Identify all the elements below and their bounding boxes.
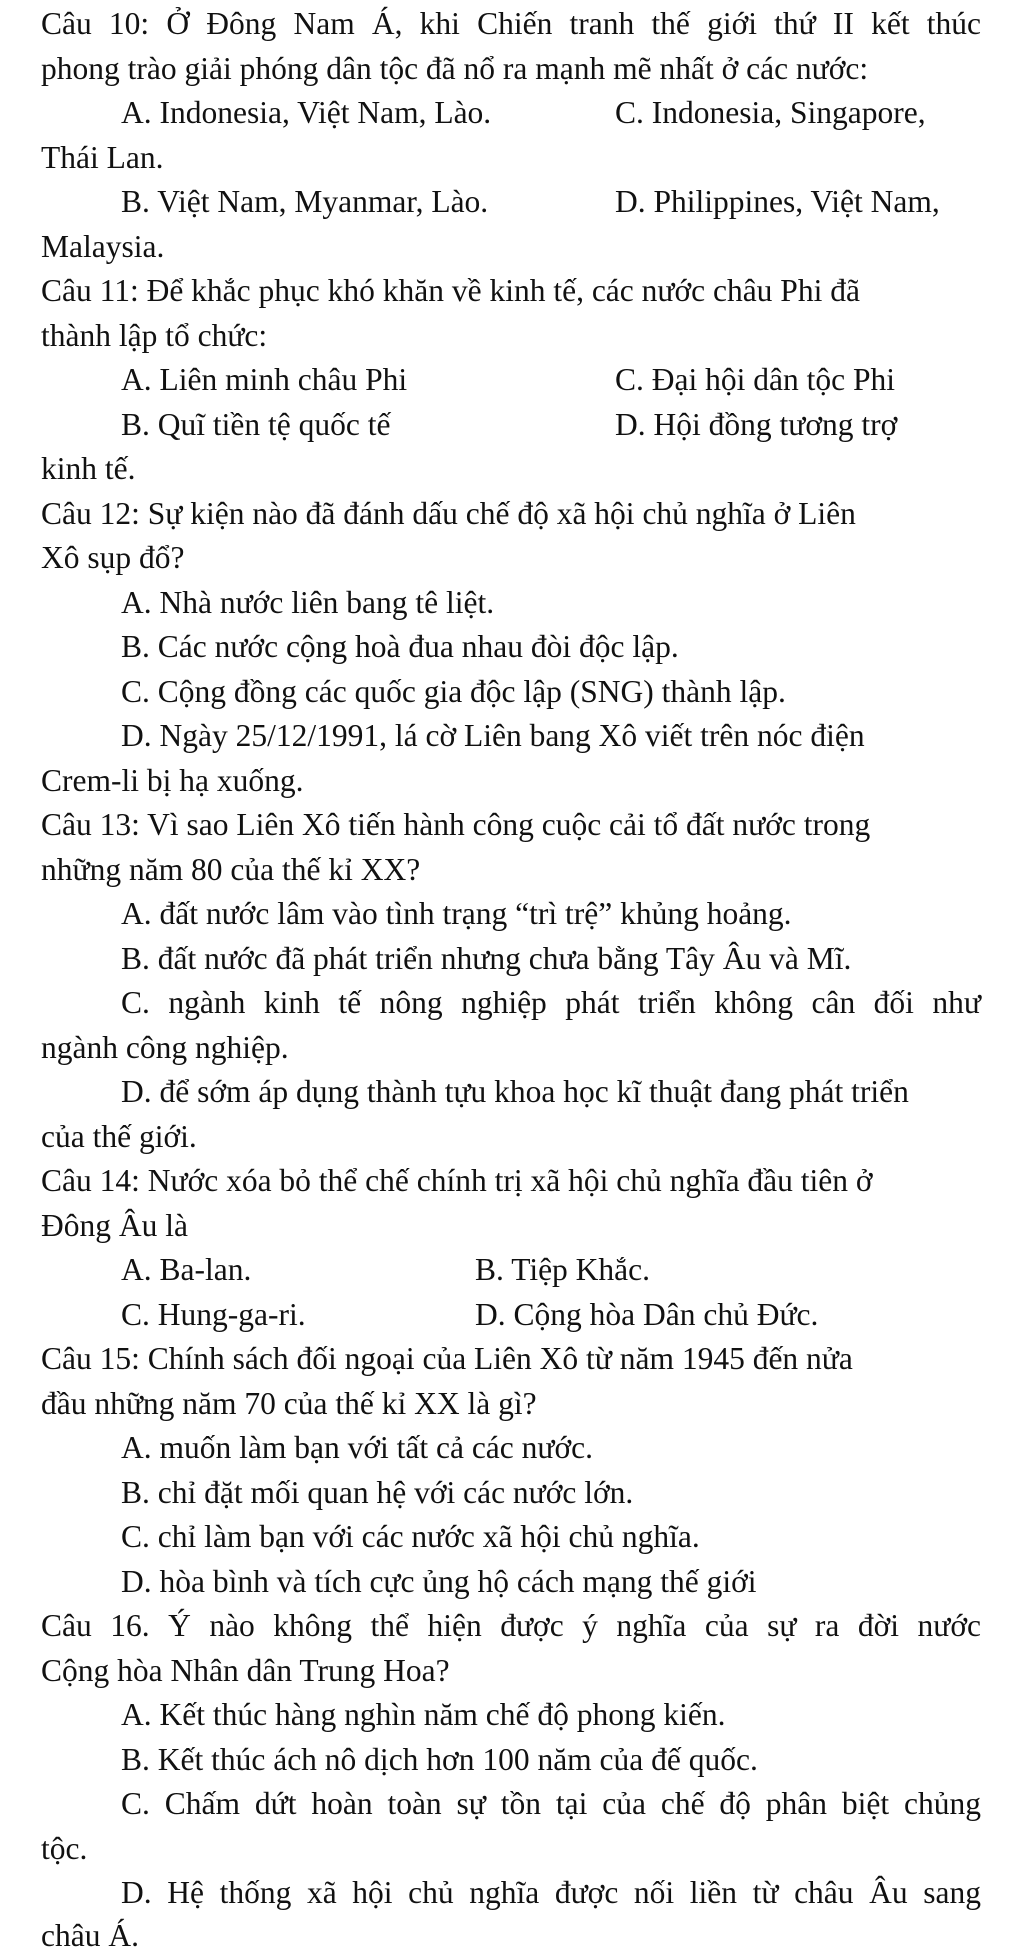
question-11-stem-line-1: Câu 11: Để khắc phục khó khăn về kinh tế, các nước châu Phi đã: [41, 273, 860, 308]
question-14-option-d: D. Cộng hòa Dân chủ Đức.: [475, 1297, 819, 1332]
question-16-option-c: C. Chấm dứt hoàn toàn sự tồn tại của chế độ phân biệt chủng: [121, 1786, 981, 1821]
question-13-option-d-continued: của thế giới.: [41, 1119, 197, 1154]
question-13-option-c: C. ngành kinh tế nông nghiệp phát triển không cân đối như: [121, 985, 981, 1020]
question-13-option-b: B. đất nước đã phát triển nhưng chưa bằng Tây Âu và Mĩ.: [121, 941, 852, 976]
question-14-stem-line-2: Đông Âu là: [41, 1208, 188, 1243]
question-13-stem-line-1: Câu 13: Vì sao Liên Xô tiến hành công cuộc cải tổ đất nước trong: [41, 807, 871, 842]
question-13-option-d: D. để sớm áp dụng thành tựu khoa học kĩ thuật đang phát triển: [121, 1074, 909, 1109]
question-10-options-row-2: [121, 180, 981, 225]
question-12-stem-line-1: Câu 12: Sự kiện nào đã đánh dấu chế độ xã hội chủ nghĩa ở Liên: [41, 496, 856, 531]
question-15-option-d: D. hòa bình và tích cực ủng hộ cách mạng thế giới: [121, 1564, 757, 1599]
question-13-stem-line-2: những năm 80 của thế kỉ XX?: [41, 852, 421, 887]
question-10-option-d-continued: Malaysia.: [41, 229, 165, 264]
question-15-option-b: B. chỉ đặt mối quan hệ với các nước lớn.: [121, 1475, 634, 1510]
question-11-option-b: B. Quĩ tiền tệ quốc tế: [121, 407, 391, 442]
question-14-options-row-2: [121, 1293, 981, 1338]
question-14-option-c: C. Hung-ga-ri.: [121, 1297, 306, 1332]
question-16-stem-line-1: Câu 16. Ý nào không thể hiện được ý nghĩa của sự ra đời nước: [41, 1608, 981, 1643]
question-11-option-c: C. Đại hội dân tộc Phi: [615, 362, 895, 397]
question-11-option-a: A. Liên minh châu Phi: [121, 362, 408, 397]
question-12-option-b: B. Các nước cộng hoà đua nhau đòi độc lập.: [121, 629, 679, 664]
question-12-option-c: C. Cộng đồng các quốc gia độc lập (SNG) thành lập.: [121, 674, 786, 709]
question-11-option-d-continued: kinh tế.: [41, 451, 136, 486]
question-15-option-a: A. muốn làm bạn với tất cả các nước.: [121, 1430, 593, 1465]
question-12-stem-line-2: Xô sụp đổ?: [41, 540, 185, 575]
question-16-option-d: D. Hệ thống xã hội chủ nghĩa được nối liền từ châu Âu sang: [121, 1875, 981, 1910]
question-12-option-d: D. Ngày 25/12/1991, lá cờ Liên bang Xô viết trên nóc điện: [121, 718, 865, 753]
question-13-option-c-continued: ngành công nghiệp.: [41, 1030, 289, 1065]
question-11-options-row-1: [121, 358, 981, 403]
question-12-option-a: A. Nhà nước liên bang tê liệt.: [121, 585, 495, 620]
question-10-option-c-continued: Thái Lan.: [41, 140, 164, 175]
question-10-stem-line-1: Câu 10: Ở Đông Nam Á, khi Chiến tranh thế giới thứ II kết thúc: [41, 6, 981, 41]
question-14-stem-line-1: Câu 14: Nước xóa bỏ thể chế chính trị xã hội chủ nghĩa đầu tiên ở: [41, 1163, 873, 1198]
question-12-option-d-continued: Crem-li bị hạ xuống.: [41, 763, 304, 798]
question-11-stem-line-2: thành lập tổ chức:: [41, 318, 268, 353]
question-10-option-c: C. Indonesia, Singapore,: [615, 95, 926, 130]
question-11-options-row-2: [121, 403, 981, 448]
question-13-option-a: A. đất nước lâm vào tình trạng “trì trệ” khủng hoảng.: [121, 896, 792, 931]
question-16-option-a: A. Kết thúc hàng nghìn năm chế độ phong kiến.: [121, 1697, 726, 1732]
question-16-option-d-continued: châu Á.: [41, 1918, 139, 1953]
question-16-option-c-continued: tộc.: [41, 1831, 88, 1866]
question-10-options-row-1: [121, 91, 981, 136]
question-10-stem-line-2: phong trào giải phóng dân tộc đã nổ ra mạnh mẽ nhất ở các nước:: [41, 51, 869, 86]
question-10-option-a: A. Indonesia, Việt Nam, Lào.: [121, 95, 492, 130]
question-11-option-d: D. Hội đồng tương trợ: [615, 407, 898, 442]
question-10-option-d: D. Philippines, Việt Nam,: [615, 184, 940, 219]
question-14-option-a: A. Ba-lan.: [121, 1252, 252, 1287]
question-16-option-b: B. Kết thúc ách nô dịch hơn 100 năm của đế quốc.: [121, 1742, 758, 1777]
question-14-options-row-1: [121, 1248, 981, 1293]
question-15-option-c: C. chỉ làm bạn với các nước xã hội chủ nghĩa.: [121, 1519, 700, 1554]
question-10-option-b: B. Việt Nam, Myanmar, Lào.: [121, 184, 489, 219]
question-16-stem-line-2: Cộng hòa Nhân dân Trung Hoa?: [41, 1653, 450, 1688]
question-15-stem-line-2: đầu những năm 70 của thế kỉ XX là gì?: [41, 1386, 537, 1421]
question-14-option-b: B. Tiệp Khắc.: [475, 1252, 651, 1287]
question-15-stem-line-1: Câu 15: Chính sách đối ngoại của Liên Xô từ năm 1945 đến nửa: [41, 1341, 853, 1376]
